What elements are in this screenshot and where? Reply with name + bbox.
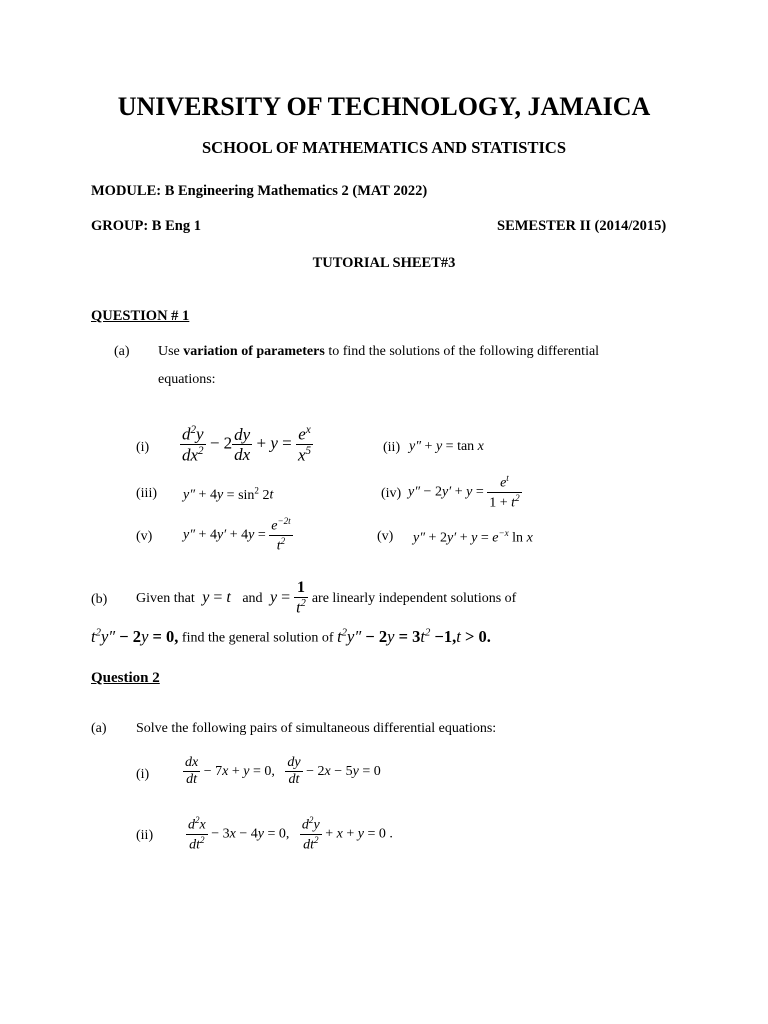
q1a-label: (a) xyxy=(114,344,130,359)
school-title: SCHOOL OF MATHEMATICS AND STATISTICS xyxy=(202,138,566,157)
q1a-item-ii-label: (ii) xyxy=(383,440,401,455)
q2a-equation-i: $\frac{dx}{dt}$ − 7x + y = 0, $\frac{dy}{dt}$ − 2x − 5y = 0 xyxy=(185,755,381,788)
q2a-equation-ii: $\frac{d^2x}{dt^2}$ − 3x − 4y = 0, $\frac{d^2y}{dt^2}$ + x + y = 0 . xyxy=(188,815,393,853)
variation-of-parameters-text: variation of parameters xyxy=(183,344,325,359)
q1a-equation-v: y″ + 4y′ + 4y = $\frac{e^{-2t}}{t^2}$ xyxy=(183,516,291,554)
tutorial-sheet-title: TUTORIAL SHEET#3 xyxy=(312,255,456,271)
q2a-instruction: Solve the following pairs of simultaneous differential equations: xyxy=(136,721,497,736)
q2a-item-ii-label: (ii) xyxy=(136,828,154,843)
q2a-label: (a) xyxy=(91,721,107,736)
question-2-heading: Question 2 xyxy=(91,670,160,686)
q1a-equation-i: $\frac{d^2y}{dx^2}$ − 2 $\frac{dy}{dx}$ + y = $\frac{e^x}{x^5}$ xyxy=(182,424,312,465)
q1b-given-line: Given that y = t and y = $\frac{1}{t^2}$ are linearly independent solutions of xyxy=(136,579,517,617)
q1a-item-iv-label: (iv) xyxy=(381,486,402,501)
q1a-equation-ii: y″ + y = tan x xyxy=(409,439,484,454)
q1a-instruction: Use variation of parameters to find the solutions of the following differential xyxy=(158,344,600,359)
university-title: UNIVERSITY OF TECHNOLOGY, JAMAICA xyxy=(117,92,651,121)
q1a-instruction-line2: equations: xyxy=(158,372,216,387)
q1b-find-line: $t^2y'' - 2y = 0$, find the general solution of $t^2y'' - 2y = 3t^2 -1,t > 0$. xyxy=(91,626,491,646)
semester-line: SEMESTER II (2014/2015) xyxy=(497,218,667,234)
q1a-equation-v2: $y'' + 2y' + y = e^{-x}$ ln x xyxy=(413,528,533,546)
q1a-item-i-label: (i) xyxy=(136,440,150,455)
q1a-item-v-label: (v) xyxy=(136,529,153,544)
q1b-label: (b) xyxy=(91,592,108,607)
q1a-item-iii-label: (iii) xyxy=(136,486,157,501)
q1a-item-v2-label: (v) xyxy=(377,529,394,544)
module-line: MODULE: B Engineering Mathematics 2 (MAT 2022) xyxy=(91,183,428,199)
q1a-equation-iv: y″ − 2y′ + y = $\frac{e^t}{1 + t^2}$ xyxy=(408,473,520,511)
question-1-heading: QUESTION # 1 xyxy=(91,308,190,324)
q2a-item-i-label: (i) xyxy=(136,767,150,782)
group-line: GROUP: B Eng 1 xyxy=(91,218,201,234)
q1a-equation-iii: $y'' + 4y = \sin^2 2t$ xyxy=(183,485,274,503)
